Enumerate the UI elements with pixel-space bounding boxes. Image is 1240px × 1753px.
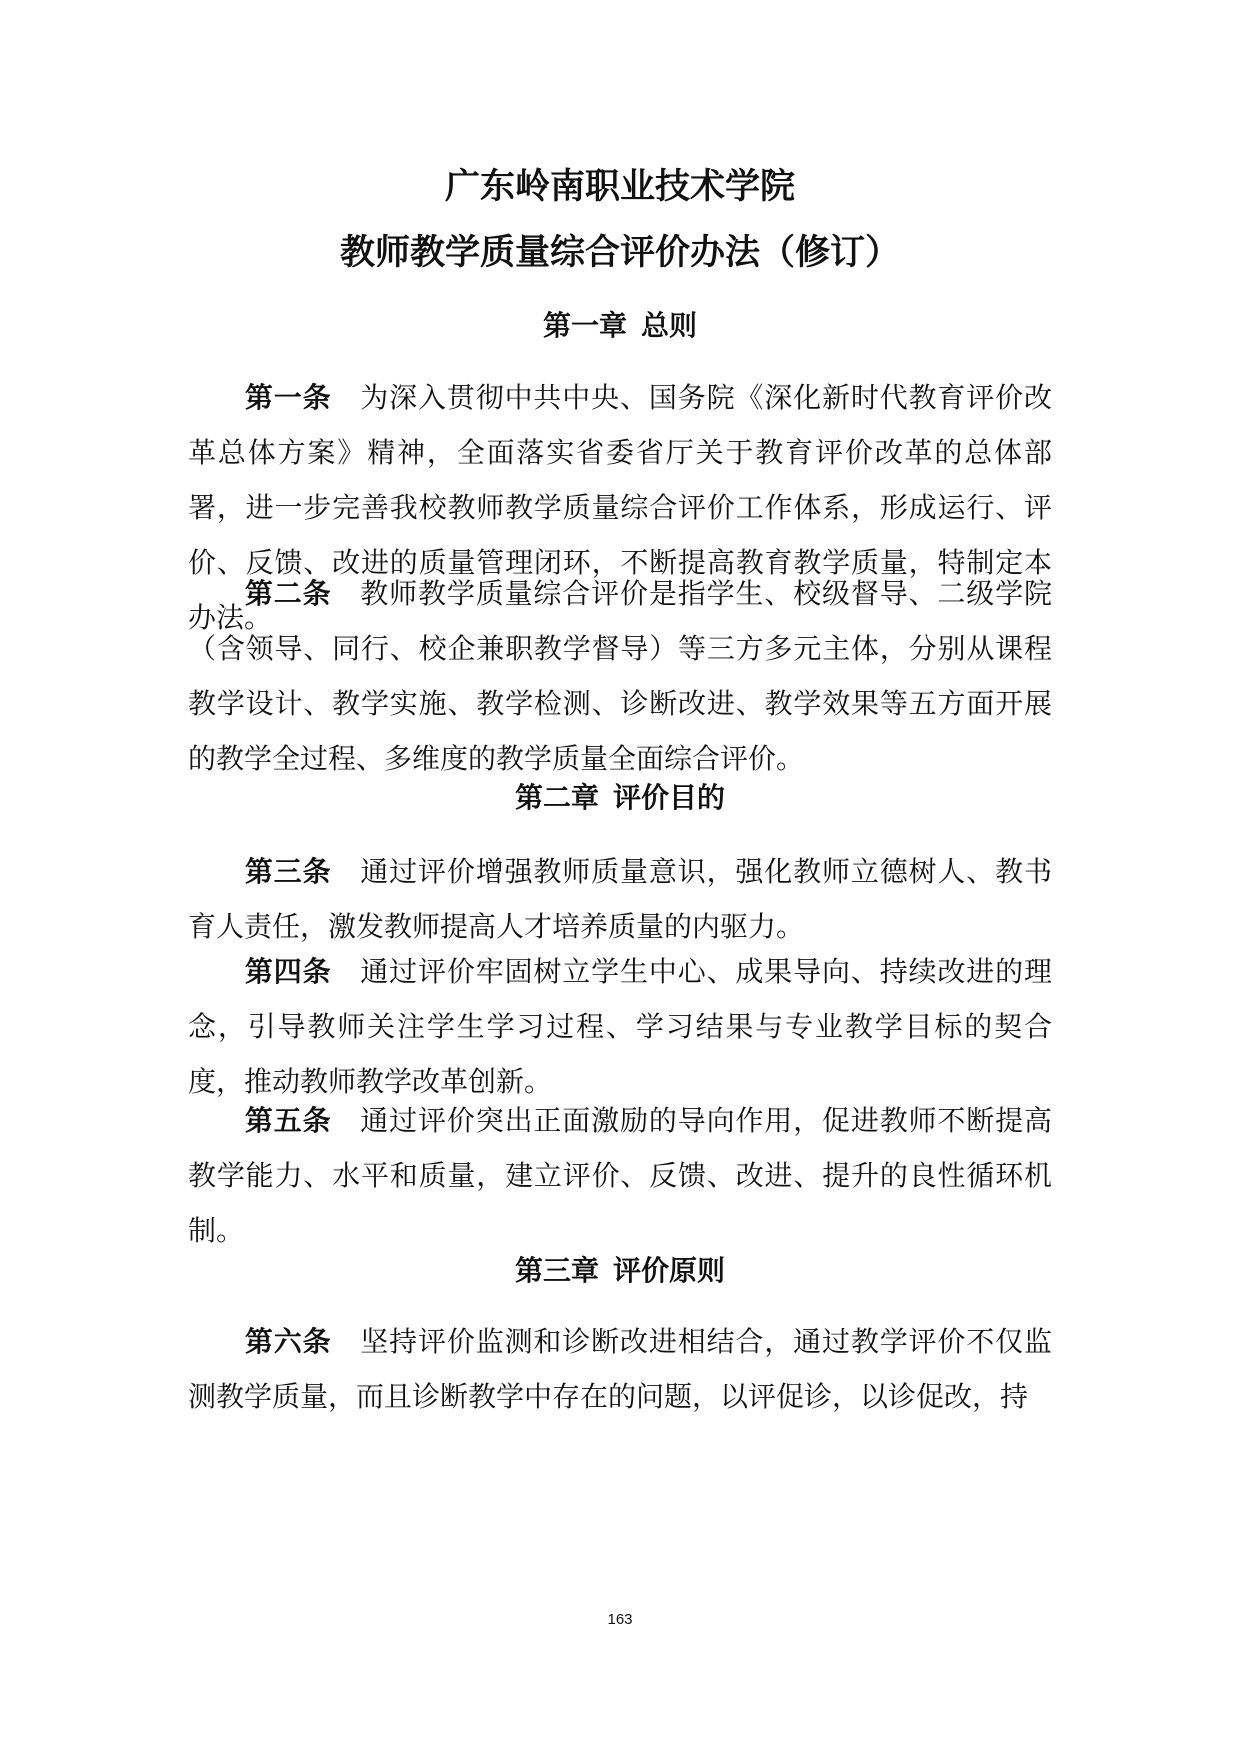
article-6-text: 坚持评价监测和诊断改进相结合，通过教学评价不仅监测教学质量，而且诊断教学中存在的问题，以评促诊，以诊促改，持 [188,1325,1052,1413]
chapter-1-heading [0,306,1240,346]
chapter-2-heading [0,778,1240,818]
title-institution: 广东岭南职业技术学院 [444,167,795,207]
chapter-2-number: 第二章 [514,781,599,814]
article-1-text: 为深入贯彻中共中央、国务院《深化新时代教育评价改革总体方案》精神，全面落实省委省厅关于教育评价改革的总体部署，进一步完善我校教师教学质量综合评价工作体系，形成运行、评价、反馈、改进的质量管理闭环，不断提高教育教学质量，特制定本办法。 [188,381,1052,634]
document-title [0,154,1240,286]
chapter-1-number: 第一章 [542,309,627,342]
article-5-label: 第五条 [244,1104,332,1137]
article-5 [188,1093,1052,1258]
title-document-name: 教师教学质量综合评价办法（修订） [339,233,900,273]
article-6 [188,1314,1052,1424]
page-number: 163 [607,1611,633,1628]
chapter-3-heading [0,1251,1240,1291]
article-4 [188,944,1052,1109]
article-4-label: 第四条 [244,955,332,988]
article-3-text: 通过评价增强教师质量意识，强化教师立德树人、教书育人责任，激发教师提高人才培养质量的内驱力。 [188,855,1052,943]
article-3 [188,844,1052,954]
chapter-1-name: 总则 [641,309,698,342]
article-2 [188,566,1052,786]
chapter-2-name: 评价目的 [613,781,726,814]
chapter-3-number: 第三章 [514,1254,599,1287]
article-2-label: 第二条 [244,577,332,610]
article-6-label: 第六条 [244,1325,332,1358]
article-2-text: 教师教学质量综合评价是指学生、校级督导、二级学院（含领导、同行、校企兼职教学督导）等三方多元主体，分别从课程教学设计、教学实施、教学检测、诊断改进、教学效果等五方面开展的教学全过程、多维度的教学质量全面综合评价。 [188,577,1052,775]
article-1-label: 第一条 [244,381,332,414]
article-5-text: 通过评价突出正面激励的导向作用，促进教师不断提高教学能力、水平和质量，建立评价、反馈、改进、提升的良性循环机制。 [188,1104,1052,1247]
article-3-label: 第三条 [244,855,332,888]
article-4-text: 通过评价牢固树立学生中心、成果导向、持续改进的理念，引导教师关注学生学习过程、学习结果与专业教学目标的契合度，推动教师教学改革创新。 [188,955,1052,1098]
chapter-3-name: 评价原则 [613,1254,726,1287]
